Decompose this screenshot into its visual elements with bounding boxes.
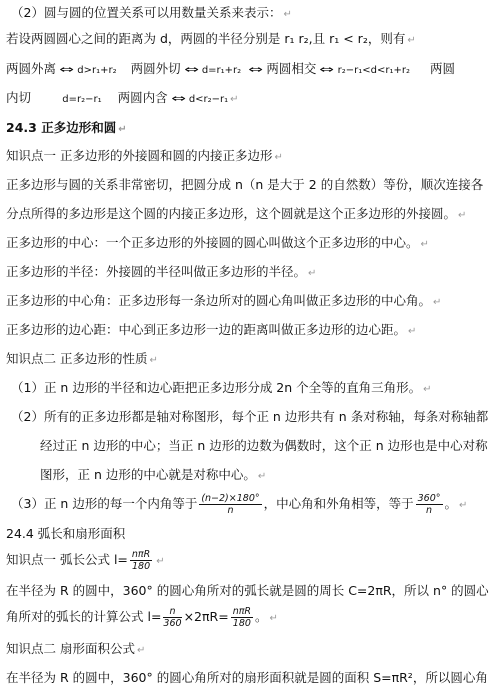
- paragraph-mark: ↵: [408, 326, 417, 337]
- arc-length-fraction: $\frac{\text{nπR}}{180}$: [131, 549, 151, 572]
- paragraph-sector-area: 在半径为 R 的圆中，360° 的圆心角所对的扇形面积就是圆的面积 S=πR²，所以圆心角: [6, 670, 488, 685]
- paragraph-mark: ↵: [269, 613, 278, 624]
- paragraph-polygon-circle-a: 正多边形与圆的关系非常密切，把圆分成 n（n 是大于 2 的自然数）等份，顺次连接各: [6, 177, 484, 192]
- knowledge-point-2: 知识点二 正多边形的性质 ↵: [6, 351, 158, 366]
- paragraph-mark: ↵: [257, 471, 267, 482]
- paragraph-mark: ↵: [230, 94, 239, 105]
- definition-center: 正多边形的中心：一个正多边形的外接圆的圆心叫做这个正多边形的中心。 ↵: [6, 235, 429, 250]
- line-circle-relations-intro: （2）圆与圆的位置关系可以用数量关系来表示： ↵: [11, 5, 292, 20]
- double-arrow-icon: ⇔: [170, 92, 186, 105]
- property-2-c: 图形，正 n 边形的中心就是对称中心。 ↵: [40, 467, 267, 482]
- definition-apothem: 正多边形的边心距：中心到正多边形一边的距离叫做正多边形的边心距。 ↵: [6, 322, 417, 337]
- paragraph-mark: ↵: [118, 124, 127, 135]
- paragraph-polygon-circle-b: 分点所得的多边形是这个圆的内接正多边形，这个圆就是这个正多边形的外接圆。 ↵: [6, 206, 467, 221]
- property-2-b: 经过正 n 边形的中心；当正 n 边形的边数为偶数时，这个正 n 边形也是中心对称: [40, 438, 488, 453]
- property-2-a: （2）所有的正多边形都是轴对称图形，每个正 n 边形共有 n 条对称轴，每条对称轴都: [11, 409, 489, 424]
- section-24-4-heading: 24.4 弧长和扇形面积: [6, 526, 126, 541]
- knowledge-point-sector-area: 知识点二 扇形面积公式 ↵: [6, 641, 146, 656]
- double-arrow-icon: ⇔: [248, 63, 264, 76]
- paragraph-mark: ↵: [136, 645, 146, 656]
- line-relations-1: 两圆外离 ⇔ d>r₁+r₂ 两圆外切 ⇔ d=r₁+r₂ ⇔ 两圆相交 ⇔ r₂−r₁<d<r₁+r₂ 两圆: [6, 60, 455, 80]
- line-relations-2: 内切 d=r₂−r₁ 两圆内含 ⇔ d<r₂−r₁ ↵: [6, 89, 239, 109]
- double-arrow-icon: ⇔: [183, 63, 199, 76]
- section-24-3-heading: 24.3 正多边形和圆 ↵: [6, 120, 127, 135]
- arc-result-fraction: $\frac{\text{nπR}}{180}$: [232, 606, 252, 629]
- ratio-fraction: $\frac{n}{360}$: [163, 606, 182, 629]
- paragraph-mark: ↵: [308, 268, 317, 279]
- paragraph-mark: ↵: [458, 210, 467, 221]
- knowledge-point-arc-length: 知识点一 弧长公式 l= $\frac{\text{nπR}}{180}$ ↵: [6, 549, 165, 572]
- central-angle-fraction: $\frac{360^\circ}{n}$: [417, 493, 441, 516]
- paragraph-mark: ↵: [274, 152, 283, 163]
- paragraph-mark: ↵: [459, 500, 468, 511]
- paragraph-mark: ↵: [407, 35, 416, 46]
- definition-central-angle: 正多边形的中心角：正多边形每一条边所对的圆心角叫做正多边形的中心角。 ↵: [6, 293, 442, 308]
- double-arrow-icon: ⇔: [59, 63, 74, 76]
- interior-angle-fraction: $\frac{(n-2)\times 180^\circ}{n}$: [201, 493, 260, 516]
- paragraph-mark: ↵: [420, 239, 429, 250]
- knowledge-point-1: 知识点一 正多边形的外接圆和圆的内接正多边形 ↵: [6, 148, 283, 163]
- property-3: （3）正 n 边形的每一个内角等于 $\frac{(n-2)\times 180^\circ}{n}$ ，中心角和外角相等，等于 $\frac{360^\circ}{n}$ 。 ↵: [11, 493, 468, 516]
- paragraph-arc-length-b: 角所对的弧长的计算公式 l= $\frac{n}{360}$ ×2πR= $\frac{\text{nπR}}{180}$ 。 ↵: [6, 606, 278, 629]
- property-1: （1）正 n 边形的半径和边心距把正多边形分成 2n 个全等的直角三角形。 ↵: [11, 380, 432, 395]
- paragraph-arc-length-a: 在半径为 R 的圆中，360° 的圆心角所对的弧长就是圆的周长 C=2πR，所以 n° 的圆心: [6, 583, 489, 598]
- paragraph-mark: ↵: [433, 297, 442, 308]
- paragraph-mark: ↵: [149, 355, 158, 366]
- paragraph-mark: ↵: [423, 384, 432, 395]
- paragraph-mark: ↵: [156, 556, 165, 567]
- double-arrow-icon: ⇔: [319, 63, 335, 76]
- definition-radius: 正多边形的半径：外接圆的半径叫做正多边形的半径。 ↵: [6, 264, 317, 279]
- line-distance-setup: 若设两圆圆心之间的距离为 d，两圆的半径分别是 r₁ r₂,且 r₁ < r₂，则有 ↵: [6, 31, 416, 46]
- paragraph-mark: ↵: [283, 9, 292, 20]
